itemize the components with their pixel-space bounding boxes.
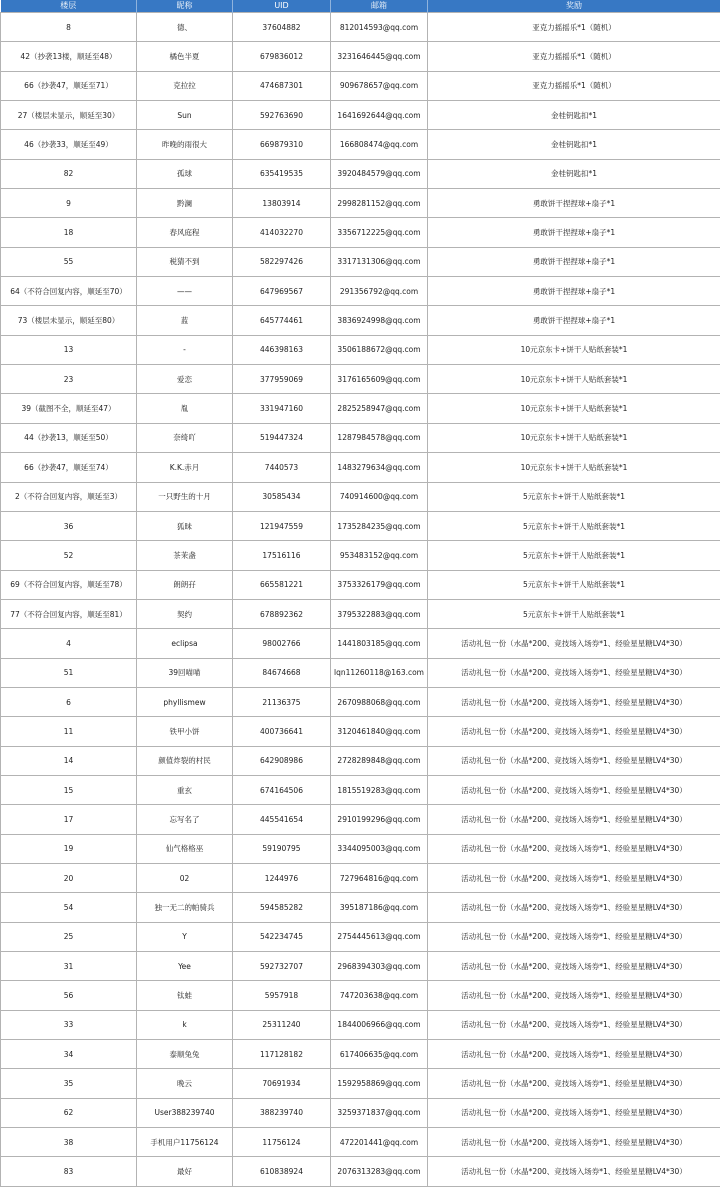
cell-nickname: 仙气格格巫 [137,834,233,863]
cell-reward: 金桂钥匙扣*1 [428,101,720,130]
cell-floor: 64（不符合回复内容，顺延至70） [1,277,137,306]
table-row [1,863,720,892]
cell-email: 617406635@qq.com [331,1040,428,1069]
cell-email: 2728289848@qq.com [331,746,428,775]
table-row [1,1098,720,1127]
table-row [1,1040,720,1069]
cell-uid: 645774461 [233,306,331,335]
cell-reward: 活动礼包一份（水晶*200、竞技场入场券*1、经验星星糖LV4*30） [428,1157,720,1186]
cell-floor: 6 [1,687,137,716]
cell-nickname: phyllismew [137,687,233,716]
cell-floor: 46（抄袭33，顺延至49） [1,130,137,159]
cell-reward: 活动礼包一份（水晶*200、竞技场入场券*1、经验星星糖LV4*30） [428,834,720,863]
cell-reward: 10元京东卡+饼干人贴纸套装*1 [428,335,720,364]
table-row [1,541,720,570]
cell-nickname: 39回喵喵 [137,658,233,687]
cell-uid: 414032270 [233,218,331,247]
cell-uid: 59190795 [233,834,331,863]
cell-email: 1483279634@qq.com [331,453,428,482]
cell-nickname: 胤 [137,394,233,423]
cell-uid: 13803914 [233,189,331,218]
table-row [1,189,720,218]
cell-floor: 17 [1,805,137,834]
cell-floor: 55 [1,247,137,276]
cell-floor: 27（楼层未显示，顺延至30） [1,101,137,130]
cell-reward: 10元京东卡+饼干人贴纸套装*1 [428,394,720,423]
cell-email: lqn11260118@163.com [331,658,428,687]
table-row [1,130,720,159]
cell-email: 2670988068@qq.com [331,687,428,716]
cell-email: 740914600@qq.com [331,482,428,511]
cell-nickname: k [137,1010,233,1039]
cell-reward: 5元京东卡+饼干人贴纸套装*1 [428,511,720,540]
cell-floor: 54 [1,893,137,922]
cell-nickname: Sun [137,101,233,130]
cell-reward: 活动礼包一份（水晶*200、竞技场入场券*1、经验星星糖LV4*30） [428,658,720,687]
cell-uid: 30585434 [233,482,331,511]
table-row [1,922,720,951]
cell-uid: 474687301 [233,71,331,100]
cell-email: 2968394303@qq.com [331,952,428,981]
cell-email: 727964816@qq.com [331,863,428,892]
cell-email: 2910199296@qq.com [331,805,428,834]
cell-floor: 44（抄袭13，顺延至50） [1,423,137,452]
cell-email: 909678657@qq.com [331,71,428,100]
cell-reward: 10元京东卡+饼干人贴纸套装*1 [428,423,720,452]
cell-reward: 金桂钥匙扣*1 [428,159,720,188]
table-row [1,159,720,188]
table-row [1,746,720,775]
cell-uid: 25311240 [233,1010,331,1039]
cell-uid: 542234745 [233,922,331,951]
cell-email: 3231646445@qq.com [331,42,428,71]
cell-nickname: 晚云 [137,1069,233,1098]
cell-email: 1735284235@qq.com [331,511,428,540]
cell-uid: 37604882 [233,13,331,42]
cell-uid: 331947160 [233,394,331,423]
cell-uid: 446398163 [233,335,331,364]
cell-reward: 活动礼包一份（水晶*200、竞技场入场券*1、经验星星糖LV4*30） [428,1069,720,1098]
cell-uid: 84674668 [233,658,331,687]
cell-nickname: User388239740 [137,1098,233,1127]
cell-reward: 活动礼包一份（水晶*200、竞技场入场券*1、经验星星糖LV4*30） [428,805,720,834]
cell-uid: 11756124 [233,1128,331,1157]
table-row [1,1069,720,1098]
cell-email: 2825258947@qq.com [331,394,428,423]
cell-email: 472201441@qq.com [331,1128,428,1157]
cell-uid: 647969567 [233,277,331,306]
cell-nickname: —— [137,277,233,306]
cell-floor: 69（不符合回复内容，顺延至78） [1,570,137,599]
cell-uid: 21136375 [233,687,331,716]
cell-reward: 活动礼包一份（水晶*200、竞技场入场券*1、经验星星糖LV4*30） [428,1040,720,1069]
table-row [1,775,720,804]
cell-reward: 5元京东卡+饼干人贴纸套装*1 [428,599,720,628]
cell-floor: 42（抄袭13楼，顺延至48） [1,42,137,71]
cell-nickname: 橘色半夏 [137,42,233,71]
cell-nickname: 狐昧 [137,511,233,540]
cell-email: 2754445613@qq.com [331,922,428,951]
table-row [1,365,720,394]
table-row [1,277,720,306]
cell-floor: 8 [1,13,137,42]
cell-uid: 1244976 [233,863,331,892]
cell-email: 1815519283@qq.com [331,775,428,804]
cell-reward: 金桂钥匙扣*1 [428,130,720,159]
cell-floor: 15 [1,775,137,804]
cell-uid: 665581221 [233,570,331,599]
cell-floor: 20 [1,863,137,892]
cell-uid: 669879310 [233,130,331,159]
cell-nickname: 契约 [137,599,233,628]
cell-uid: 635419535 [233,159,331,188]
cell-nickname: 孤球 [137,159,233,188]
cell-uid: 445541654 [233,805,331,834]
cell-reward: 勇敢饼干捏捏球+扇子*1 [428,306,720,335]
cell-email: 1844006966@qq.com [331,1010,428,1039]
cell-reward: 勇敢饼干捏捏球+扇子*1 [428,218,720,247]
cell-uid: 592763690 [233,101,331,130]
cell-email: 1641692644@qq.com [331,101,428,130]
cell-uid: 388239740 [233,1098,331,1127]
cell-floor: 66（抄袭47，顺延至74） [1,453,137,482]
table-row [1,658,720,687]
cell-nickname: Yee [137,952,233,981]
cell-uid: 17516116 [233,541,331,570]
cell-email: 3176165609@qq.com [331,365,428,394]
cell-uid: 98002766 [233,629,331,658]
cell-reward: 活动礼包一份（水晶*200、竞技场入场券*1、经验星星糖LV4*30） [428,863,720,892]
cell-nickname: 蓝 [137,306,233,335]
table-row [1,1157,720,1186]
cell-reward: 勇敢饼干捏捏球+扇子*1 [428,277,720,306]
cell-reward: 亚克力摇摇乐*1（随机） [428,71,720,100]
cell-nickname: 02 [137,863,233,892]
cell-reward: 10元京东卡+饼干人贴纸套装*1 [428,453,720,482]
header-email: 邮箱 [331,0,428,13]
cell-uid: 7440573 [233,453,331,482]
table-row [1,42,720,71]
cell-floor: 82 [1,159,137,188]
cell-uid: 679836012 [233,42,331,71]
table-row [1,1010,720,1039]
cell-email: 166808474@qq.com [331,130,428,159]
cell-email: 2076313283@qq.com [331,1157,428,1186]
cell-nickname: - [137,335,233,364]
cell-nickname: 朗朗孖 [137,570,233,599]
cell-nickname: 克拉拉 [137,71,233,100]
table-row [1,13,720,42]
cell-reward: 活动礼包一份（水晶*200、竞技场入场券*1、经验星星糖LV4*30） [428,1098,720,1127]
cell-email: 812014593@qq.com [331,13,428,42]
cell-reward: 勇敢饼干捏捏球+扇子*1 [428,189,720,218]
cell-reward: 活动礼包一份（水晶*200、竞技场入场券*1、经验星星糖LV4*30） [428,775,720,804]
table-row [1,570,720,599]
table-row [1,247,720,276]
cell-nickname: Y [137,922,233,951]
cell-uid: 400736641 [233,717,331,746]
cell-nickname: 颜值炸裂的村民 [137,746,233,775]
table-row [1,453,720,482]
table-row [1,306,720,335]
cell-email: 3344095003@qq.com [331,834,428,863]
cell-floor: 11 [1,717,137,746]
cell-reward: 5元京东卡+饼干人贴纸套装*1 [428,570,720,599]
cell-nickname: 泰顺兔兔 [137,1040,233,1069]
cell-email: 395187186@qq.com [331,893,428,922]
cell-reward: 活动礼包一份（水晶*200、竞技场入场券*1、经验星星糖LV4*30） [428,1010,720,1039]
cell-nickname: 铁甲小饼 [137,717,233,746]
cell-reward: 活动礼包一份（水晶*200、竞技场入场券*1、经验星星糖LV4*30） [428,922,720,951]
cell-reward: 活动礼包一份（水晶*200、竞技场入场券*1、经验星星糖LV4*30） [428,629,720,658]
cell-email: 291356792@qq.com [331,277,428,306]
cell-nickname: K.K.赤月 [137,453,233,482]
cell-floor: 77（不符合回复内容，顺延至81） [1,599,137,628]
cell-nickname: 德、 [137,13,233,42]
cell-nickname: 奈绮吖 [137,423,233,452]
table-row [1,71,720,100]
cell-email: 3120461840@qq.com [331,717,428,746]
table-row [1,687,720,716]
cell-email: 3356712225@qq.com [331,218,428,247]
cell-floor: 39（截图不全，顺延至47） [1,394,137,423]
cell-nickname: eclipsa [137,629,233,658]
cell-nickname: 钛蛙 [137,981,233,1010]
cell-floor: 83 [1,1157,137,1186]
table-row [1,599,720,628]
cell-nickname: 春风庭程 [137,218,233,247]
table-row [1,101,720,130]
cell-floor: 2（不符合回复内容，顺延至3） [1,482,137,511]
cell-reward: 5元京东卡+饼干人贴纸套装*1 [428,482,720,511]
table-row [1,893,720,922]
table-row [1,335,720,364]
cell-floor: 14 [1,746,137,775]
cell-email: 953483152@qq.com [331,541,428,570]
cell-nickname: 爱恋 [137,365,233,394]
cell-reward: 5元京东卡+饼干人贴纸套装*1 [428,541,720,570]
cell-floor: 19 [1,834,137,863]
table-row [1,981,720,1010]
table-row [1,717,720,746]
header-reward: 奖励 [428,0,720,13]
cell-nickname: 茶茉盏 [137,541,233,570]
cell-uid: 377959069 [233,365,331,394]
table-row [1,482,720,511]
cell-reward: 活动礼包一份（水晶*200、竞技场入场券*1、经验星星糖LV4*30） [428,893,720,922]
cell-floor: 9 [1,189,137,218]
cell-email: 1592958869@qq.com [331,1069,428,1098]
cell-floor: 62 [1,1098,137,1127]
cell-floor: 4 [1,629,137,658]
cell-nickname: 忘写名了 [137,805,233,834]
cell-uid: 678892362 [233,599,331,628]
cell-nickname: 手机用户11756124 [137,1128,233,1157]
cell-reward: 活动礼包一份（水晶*200、竞技场入场券*1、经验星星糖LV4*30） [428,1128,720,1157]
cell-uid: 594585282 [233,893,331,922]
cell-reward: 活动礼包一份（水晶*200、竞技场入场券*1、经验星星糖LV4*30） [428,746,720,775]
cell-reward: 10元京东卡+饼干人贴纸套装*1 [428,365,720,394]
cell-nickname: 黔澜 [137,189,233,218]
cell-reward: 活动礼包一份（水晶*200、竞技场入场券*1、经验星星糖LV4*30） [428,952,720,981]
cell-reward: 活动礼包一份（水晶*200、竞技场入场券*1、经验星星糖LV4*30） [428,981,720,1010]
header-nickname: 昵称 [137,0,233,13]
table-row [1,511,720,540]
cell-floor: 23 [1,365,137,394]
cell-uid: 674164506 [233,775,331,804]
cell-email: 1441803185@qq.com [331,629,428,658]
cell-email: 1287984578@qq.com [331,423,428,452]
cell-reward: 活动礼包一份（水晶*200、竞技场入场券*1、经验星星糖LV4*30） [428,687,720,716]
header-uid: UID [233,0,331,13]
cell-nickname: 最好 [137,1157,233,1186]
table-row [1,952,720,981]
cell-uid: 610838924 [233,1157,331,1186]
cell-email: 2998281152@qq.com [331,189,428,218]
cell-floor: 31 [1,952,137,981]
cell-uid: 117128182 [233,1040,331,1069]
header-floor: 楼层 [1,0,137,13]
cell-email: 3317131306@qq.com [331,247,428,276]
cell-email: 3920484579@qq.com [331,159,428,188]
table-row [1,394,720,423]
table-row [1,629,720,658]
cell-uid: 5957918 [233,981,331,1010]
cell-nickname: 一只野生的十月 [137,482,233,511]
cell-floor: 73（楼层未显示，顺延至80） [1,306,137,335]
cell-nickname: 税猜不到 [137,247,233,276]
cell-floor: 33 [1,1010,137,1039]
cell-floor: 51 [1,658,137,687]
cell-uid: 592732707 [233,952,331,981]
cell-email: 3506188672@qq.com [331,335,428,364]
cell-floor: 35 [1,1069,137,1098]
cell-email: 747203638@qq.com [331,981,428,1010]
cell-email: 3836924998@qq.com [331,306,428,335]
cell-floor: 34 [1,1040,137,1069]
cell-floor: 52 [1,541,137,570]
cell-floor: 18 [1,218,137,247]
table-row [1,834,720,863]
cell-uid: 121947559 [233,511,331,540]
cell-floor: 36 [1,511,137,540]
cell-email: 3795322883@qq.com [331,599,428,628]
cell-reward: 亚克力摇摇乐*1（随机） [428,42,720,71]
table-row [1,805,720,834]
cell-nickname: 重玄 [137,775,233,804]
cell-email: 3753326179@qq.com [331,570,428,599]
table-row [1,218,720,247]
cell-floor: 56 [1,981,137,1010]
cell-floor: 25 [1,922,137,951]
cell-nickname: 独一无二的帕骑兵 [137,893,233,922]
cell-uid: 642908986 [233,746,331,775]
cell-floor: 13 [1,335,137,364]
cell-uid: 582297426 [233,247,331,276]
cell-floor: 38 [1,1128,137,1157]
cell-nickname: 昨晚的雨很大 [137,130,233,159]
table-row [1,423,720,452]
cell-email: 3259371837@qq.com [331,1098,428,1127]
header-row [1,0,720,13]
cell-uid: 70691934 [233,1069,331,1098]
cell-floor: 66（抄袭47，顺延至71） [1,71,137,100]
cell-reward: 勇敢饼干捏捏球+扇子*1 [428,247,720,276]
cell-uid: 519447324 [233,423,331,452]
table-row [1,1128,720,1157]
cell-reward: 活动礼包一份（水晶*200、竞技场入场券*1、经验星星糖LV4*30） [428,717,720,746]
cell-reward: 亚克力摇摇乐*1（随机） [428,13,720,42]
